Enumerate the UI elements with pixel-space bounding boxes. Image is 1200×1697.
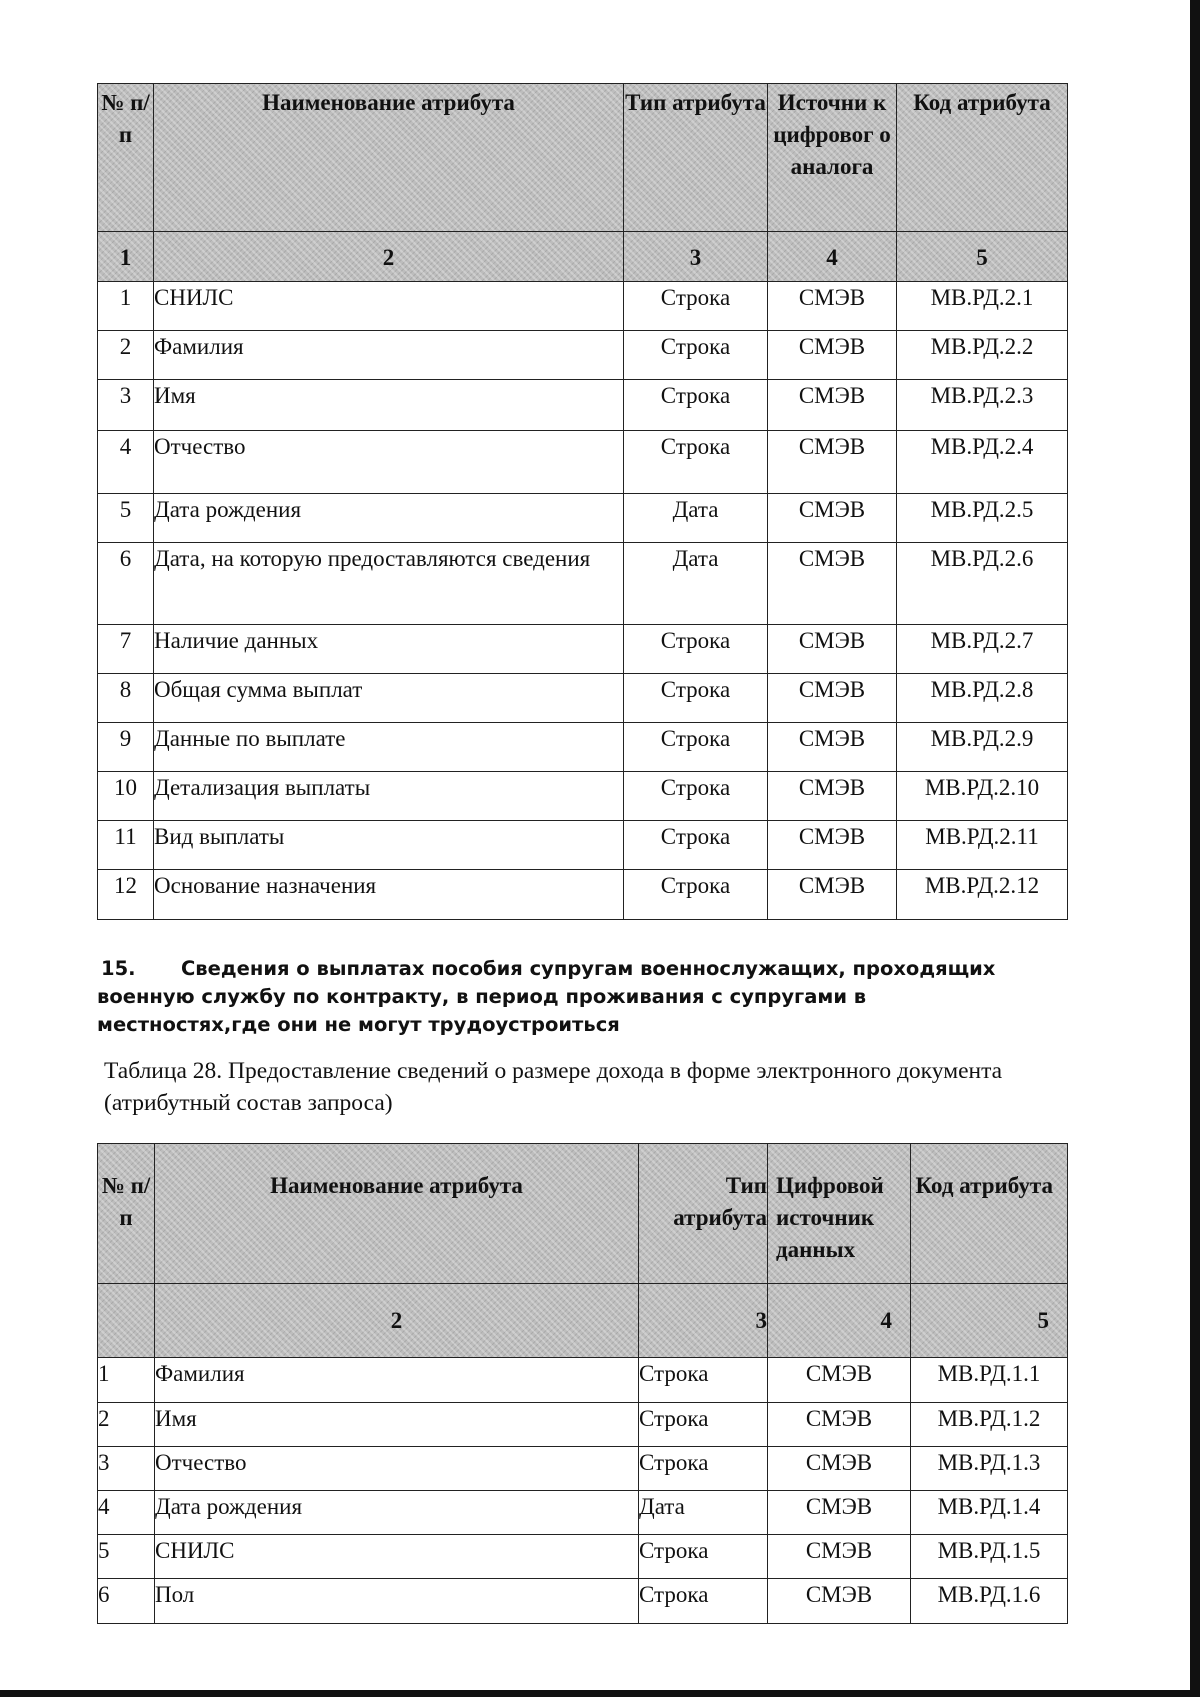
- header-num: № п/п: [98, 84, 154, 232]
- table-row: [98, 674, 1068, 723]
- attribute-source: СМЭВ: [768, 331, 897, 380]
- header-type: Тип атрибута: [639, 1144, 768, 1284]
- attribute-code: МВ.РД.2.6: [897, 543, 1068, 625]
- column-index: 2: [154, 232, 624, 282]
- table-row: [98, 282, 1068, 331]
- attribute-type: Дата: [624, 494, 768, 543]
- attribute-type: Строка: [624, 772, 768, 821]
- column-index: 3: [639, 1284, 768, 1358]
- table-row: [98, 821, 1068, 870]
- attribute-name: Вид выплаты: [154, 821, 624, 870]
- attribute-code: МВ.РД.1.3: [911, 1447, 1068, 1491]
- row-number: 6: [98, 1579, 155, 1624]
- row-number: 5: [98, 1535, 155, 1579]
- attribute-name: Фамилия: [154, 331, 624, 380]
- section-heading: [97, 955, 1017, 1039]
- attribute-type: Строка: [624, 723, 768, 772]
- header-num: № п/п: [98, 1144, 155, 1284]
- attribute-type: Дата: [639, 1491, 768, 1535]
- attribute-code: МВ.РД.1.2: [911, 1403, 1068, 1447]
- section-number: 15.: [101, 957, 136, 980]
- attribute-source: СМЭВ: [768, 1491, 911, 1535]
- attribute-type: Строка: [624, 674, 768, 723]
- attribute-table-28: [97, 1143, 1068, 1624]
- attribute-code: МВ.РД.2.11: [897, 821, 1068, 870]
- attribute-type: Строка: [639, 1358, 768, 1403]
- column-index: 5: [911, 1284, 1068, 1358]
- attribute-name: Дата рождения: [154, 494, 624, 543]
- attribute-name: Отчество: [154, 431, 624, 494]
- row-number: 2: [98, 331, 154, 380]
- attribute-type: Дата: [624, 543, 768, 625]
- column-index: 1: [98, 232, 154, 282]
- attribute-name: Детализация выплаты: [154, 772, 624, 821]
- attribute-type: Строка: [624, 821, 768, 870]
- attribute-code: МВ.РД.2.5: [897, 494, 1068, 543]
- table-row: [98, 380, 1068, 431]
- attribute-source: СМЭВ: [768, 821, 897, 870]
- row-number: 3: [98, 1447, 155, 1491]
- attribute-type: Строка: [639, 1447, 768, 1491]
- table-header-row: [98, 84, 1068, 232]
- column-index: 4: [768, 232, 897, 282]
- attribute-code: МВ.РД.2.7: [897, 625, 1068, 674]
- attribute-source: СМЭВ: [768, 543, 897, 625]
- table-row: [98, 772, 1068, 821]
- row-number: 12: [98, 870, 154, 920]
- attribute-source: СМЭВ: [768, 723, 897, 772]
- attribute-name: Имя: [154, 380, 624, 431]
- attribute-table-continued: [97, 83, 1068, 920]
- attribute-name: Общая сумма выплат: [154, 674, 624, 723]
- row-number: 1: [98, 282, 154, 331]
- attribute-code: МВ.РД.2.10: [897, 772, 1068, 821]
- attribute-code: МВ.РД.2.2: [897, 331, 1068, 380]
- table-row: [98, 431, 1068, 494]
- attribute-type: Строка: [624, 282, 768, 331]
- scan-border-bottom: [0, 1690, 1200, 1697]
- column-index: 4: [768, 1284, 911, 1358]
- attribute-code: МВ.РД.2.3: [897, 380, 1068, 431]
- header-name: Наименование атрибута: [155, 1144, 639, 1284]
- attribute-type: Строка: [624, 380, 768, 431]
- table-row: [98, 494, 1068, 543]
- attribute-code: МВ.РД.1.1: [911, 1358, 1068, 1403]
- attribute-source: СМЭВ: [768, 431, 897, 494]
- attribute-code: МВ.РД.2.1: [897, 282, 1068, 331]
- column-index-row: [98, 1284, 1068, 1358]
- row-number: 5: [98, 494, 154, 543]
- attribute-source: СМЭВ: [768, 1358, 911, 1403]
- column-index-row: [98, 232, 1068, 282]
- attribute-name: Данные по выплате: [154, 723, 624, 772]
- row-number: 7: [98, 625, 154, 674]
- row-number: 4: [98, 1491, 155, 1535]
- column-index: 3: [624, 232, 768, 282]
- column-index: 2: [155, 1284, 639, 1358]
- row-number: 4: [98, 431, 154, 494]
- attribute-source: СМЭВ: [768, 1535, 911, 1579]
- attribute-code: МВ.РД.1.6: [911, 1579, 1068, 1624]
- table-row: [98, 1358, 1068, 1403]
- attribute-type: Строка: [624, 431, 768, 494]
- table-row: [98, 723, 1068, 772]
- attribute-type: Строка: [639, 1535, 768, 1579]
- attribute-source: СМЭВ: [768, 494, 897, 543]
- attribute-type: Строка: [624, 625, 768, 674]
- attribute-name: Имя: [155, 1403, 639, 1447]
- section-title: Сведения о выплатах пособия супругам военнослужащих, проходящих военную службу по контракту, в период проживания с супругами в местностях,где они не могут трудоустроиться: [97, 957, 996, 1036]
- header-type: Тип атрибута: [624, 84, 768, 232]
- row-number: 10: [98, 772, 154, 821]
- attribute-source: СМЭВ: [768, 870, 897, 920]
- attribute-type: Строка: [639, 1403, 768, 1447]
- table-row: [98, 870, 1068, 920]
- attribute-name: Дата, на которую предоставляются сведения: [154, 543, 624, 625]
- row-number: 11: [98, 821, 154, 870]
- attribute-source: СМЭВ: [768, 674, 897, 723]
- attribute-name: СНИЛС: [154, 282, 624, 331]
- attribute-source: СМЭВ: [768, 282, 897, 331]
- column-index: 5: [897, 232, 1068, 282]
- attribute-code: МВ.РД.2.4: [897, 431, 1068, 494]
- row-number: 9: [98, 723, 154, 772]
- attribute-code: МВ.РД.2.12: [897, 870, 1068, 920]
- attribute-type: Строка: [624, 331, 768, 380]
- table-row: [98, 1403, 1068, 1447]
- table-caption: Таблица 28. Предоставление сведений о размере дохода в форме электронного документа (атрибутный состав запроса): [104, 1058, 1003, 1116]
- column-index: [98, 1284, 155, 1358]
- header-source: Цифровой источник данных: [768, 1144, 911, 1284]
- row-number: 2: [98, 1403, 155, 1447]
- attribute-code: МВ.РД.2.8: [897, 674, 1068, 723]
- table-row: [98, 1447, 1068, 1491]
- row-number: 3: [98, 380, 154, 431]
- attribute-code: МВ.РД.1.5: [911, 1535, 1068, 1579]
- header-name: Наименование атрибута: [154, 84, 624, 232]
- row-number: 6: [98, 543, 154, 625]
- attribute-name: Отчество: [155, 1447, 639, 1491]
- attribute-name: Дата рождения: [155, 1491, 639, 1535]
- attribute-source: СМЭВ: [768, 1447, 911, 1491]
- attribute-source: СМЭВ: [768, 772, 897, 821]
- table-row: [98, 331, 1068, 380]
- header-source: Источни к цифровог о аналога: [768, 84, 897, 232]
- attribute-name: Пол: [155, 1579, 639, 1624]
- attribute-name: Фамилия: [155, 1358, 639, 1403]
- table-row: [98, 625, 1068, 674]
- header-code: Код атрибута: [911, 1144, 1068, 1284]
- attribute-code: МВ.РД.1.4: [911, 1491, 1068, 1535]
- attribute-type: Строка: [639, 1579, 768, 1624]
- table-row: [98, 1535, 1068, 1579]
- table-row: [98, 1491, 1068, 1535]
- row-number: 1: [98, 1358, 155, 1403]
- table-row: [98, 1579, 1068, 1624]
- attribute-name: Наличие данных: [154, 625, 624, 674]
- attribute-name: Основание назначения: [154, 870, 624, 920]
- attribute-source: СМЭВ: [768, 380, 897, 431]
- attribute-source: СМЭВ: [768, 1579, 911, 1624]
- table-row: [98, 543, 1068, 625]
- attribute-source: СМЭВ: [768, 625, 897, 674]
- scan-border-right: [1190, 0, 1200, 1697]
- table-header-row: [98, 1144, 1068, 1284]
- attribute-code: МВ.РД.2.9: [897, 723, 1068, 772]
- row-number: 8: [98, 674, 154, 723]
- attribute-source: СМЭВ: [768, 1403, 911, 1447]
- attribute-name: СНИЛС: [155, 1535, 639, 1579]
- attribute-type: Строка: [624, 870, 768, 920]
- header-code: Код атрибута: [897, 84, 1068, 232]
